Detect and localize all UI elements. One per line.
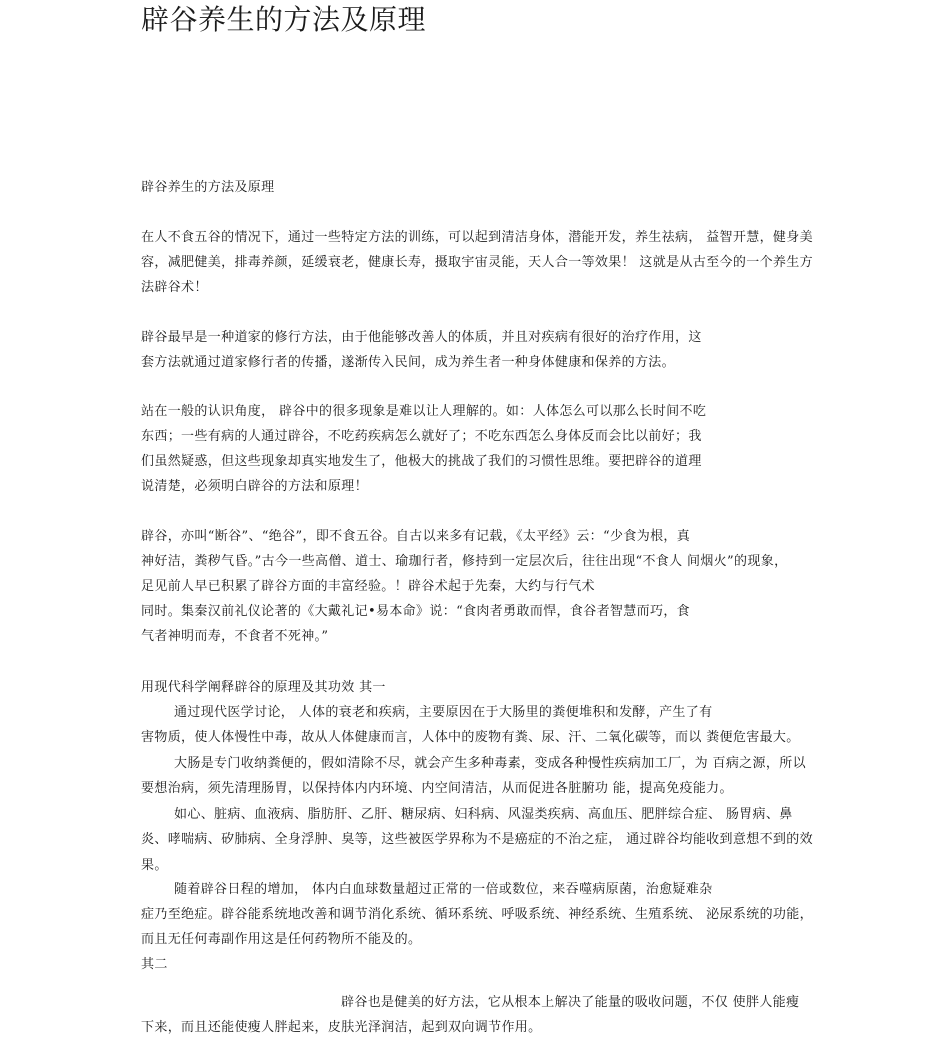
paragraph-line: 站在一般的认识角度， 辟谷中的很多现象是难以让人理解的。如：人体怎么可以那么长时间不吃 — [141, 404, 707, 419]
section-heading: 用现代科学阐释辟谷的原理及其功效 其一 — [141, 680, 386, 695]
paragraph-line: 辟谷，亦叫“断谷”、“绝谷”，即不食五谷。自古以来多有记载，《太平经》云：“少食为根，真 — [141, 529, 691, 544]
paragraph-line: 在人不食五谷的情况下，通过一些特定方法的训练，可以起到清洁身体，潜能开发，养生祛病， 益智开慧，健身美 — [141, 230, 813, 245]
section-heading: 辟谷养生的方法及原理 — [141, 180, 275, 195]
paragraph-line: 说清楚，必须明白辟谷的方法和原理！ — [141, 479, 368, 494]
paragraph-line: 要想治病，须先清理肠胃，以保持体内内环境、内空间清洁，从而促进各脏腑功 能，提高免疫能力。 — [141, 781, 733, 796]
paragraph-line: 如心、脏病、血液病、脂肪肝、乙肝、糖尿病、妇科病、风湿类疾病、高血压、肥胖综合症、 肠胃病、鼻 — [174, 807, 793, 822]
paragraph-line: 同时。集秦汉前礼仪论著的《大戴礼记•易本命》说：“食肉者勇敢而悍，食谷者智慧而巧，食 — [141, 604, 691, 619]
section-heading: 其二 — [141, 957, 168, 972]
paragraph-line: 容，减肥健美，排毒养颜，延缓衰老，健康长寿，摄取宇宙灵能，天人合一等效果！ 这就是从古至今的一个养生方 — [141, 255, 813, 270]
paragraph-line: 们虽然疑惑，但这些现象却真实地发生了，他极大的挑战了我们的习惯性思维。要把辟谷的道理 — [141, 454, 702, 469]
paragraph-line: 气者神明而寿，不食者不死神。” — [141, 629, 329, 644]
paragraph-line: 东西；一些有病的人通过辟谷，不吃药疾病怎么就好了；不吃东西怎么身体反而会比以前好；我 — [141, 429, 702, 444]
paragraph-line: 套方法就通过道家修行者的传播，遂渐传入民间，成为养生者一种身体健康和保养的方法。 — [141, 355, 676, 370]
paragraph-line: 法辟谷术！ — [141, 280, 208, 295]
paragraph-line: 炎、哮喘病、矽肺病、全身浮肿、臭等，这些被医学界称为不是癌症的不治之症， 通过辟谷均能收到意想不到的效 — [141, 832, 813, 847]
paragraph-line: 大肠是专门收纳粪便的，假如清除不尽，就会产生多种毒素，变成各种慢性疾病加工厂，为 百病之源，所以 — [174, 756, 806, 771]
paragraph-line: 果。 — [141, 858, 168, 873]
paragraph-line: 症乃至绝症。辟谷能系统地改善和调节消化系统、循环系统、呼吸系统、神经系统、生殖系统、 泌尿系统的功能， — [141, 907, 813, 922]
paragraph-line: 足见前人早已积累了辟谷方面的丰富经验。！辟谷术起于先秦，大约与行气术 — [141, 579, 595, 594]
paragraph-line: 下来，而且还能使瘦人胖起来，皮肤光泽润洁，起到双向调节作用。 — [141, 1020, 542, 1035]
paragraph-line: 而且无任何毒副作用这是任何药物所不能及的。 — [141, 932, 422, 947]
paragraph-line: 辟谷也是健美的好方法，它从根本上解决了能量的吸收问题，不仅 使胖人能瘦 — [341, 995, 800, 1010]
paragraph-line: 害物质，使人体慢性中毒，故从人体健康而言，人体中的废物有粪、尿、汗、二氧化碳等，而以 粪便危害最大。 — [141, 730, 800, 745]
paragraph-line: 神好洁，粪秽气昏。”古今一些高僧、道士、瑜珈行者，修持到一定层次后，往往出现“不食人 间烟火”的现象， — [141, 554, 788, 569]
paragraph-line: 辟谷最早是一种道家的修行方法，由于他能够改善人的体质，并且对疾病有很好的治疗作用，这 — [141, 330, 702, 345]
paragraph-line: 随着辟谷日程的增加， 体内白血球数量超过正常的一倍或数位，来吞噬病原菌，治愈疑难杂 — [174, 882, 713, 897]
document-title: 辟谷养生的方法及原理 — [141, 3, 427, 36]
paragraph-line: 通过现代医学讨论， 人体的衰老和疾病，主要原因在于大肠里的粪便堆积和发酵，产生了有 — [174, 705, 713, 720]
